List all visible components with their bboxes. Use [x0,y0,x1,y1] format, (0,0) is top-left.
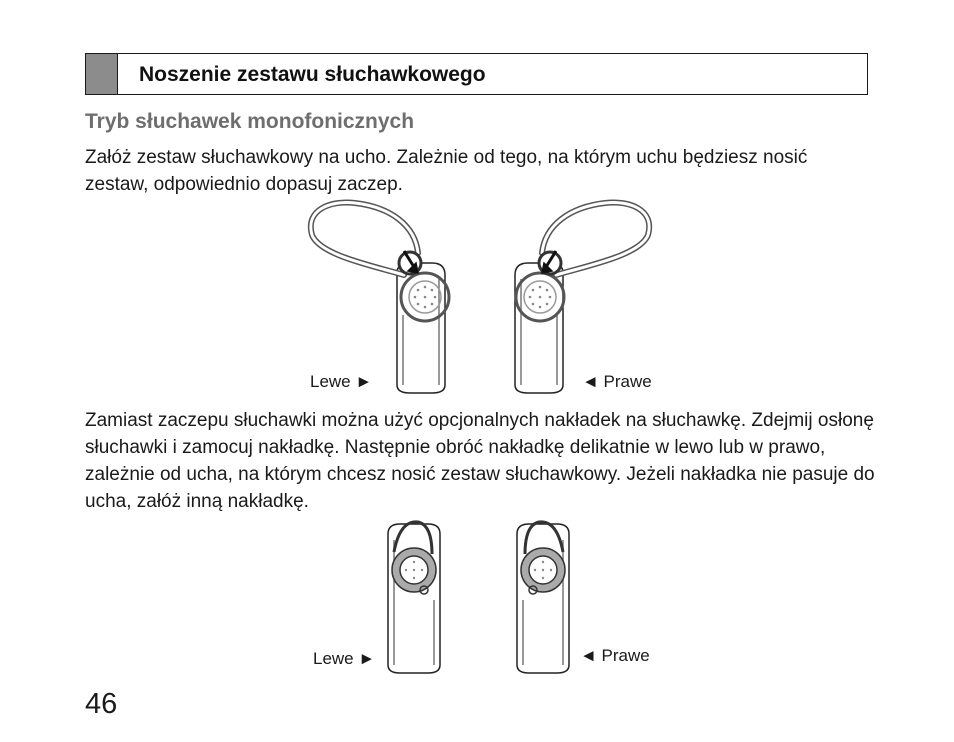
eargel-paragraph: Zamiast zaczepu słuchawki można użyć opcjonalnych nakładek na słuchawkę. Zdejmij osłonę słuchawki i zamocuj nakładkę. Następnie obróć nakładkę delikatnie w lewo lub w prawo, zależnie od ucha, na którym chcesz nosić zestaw słuchawkowy. Jeżeli nakładka nie pasuje do ucha, załóż inną nakładkę. [85,410,875,512]
subtitle: Tryb słuchawek monofonicznych [85,110,415,133]
section-header [85,53,868,95]
right-eargel-headset-icon [517,522,569,673]
right-headset-icon [515,202,649,393]
intro-paragraph: Załóż zestaw słuchawkowy na ucho. Zależnie od tego, na którym uchu będziesz nosić zestaw, odpowiednio dopasuj zaczep. [85,147,808,195]
left-eargel-headset-icon [388,522,440,673]
eargel-illustration [380,520,580,678]
bottom-left-label: Lewe ► [313,649,376,668]
top-left-label: Lewe ► [310,372,373,391]
left-headset-icon [311,202,449,393]
section-title: Noszenie zestawu słuchawkowego [139,63,486,86]
bottom-right-label: ◄ Prawe [580,646,650,665]
section-header-tab [86,54,118,94]
top-right-label: ◄ Prawe [582,372,652,391]
earhook-illustration [300,195,670,400]
page-number: 46 [85,688,118,720]
